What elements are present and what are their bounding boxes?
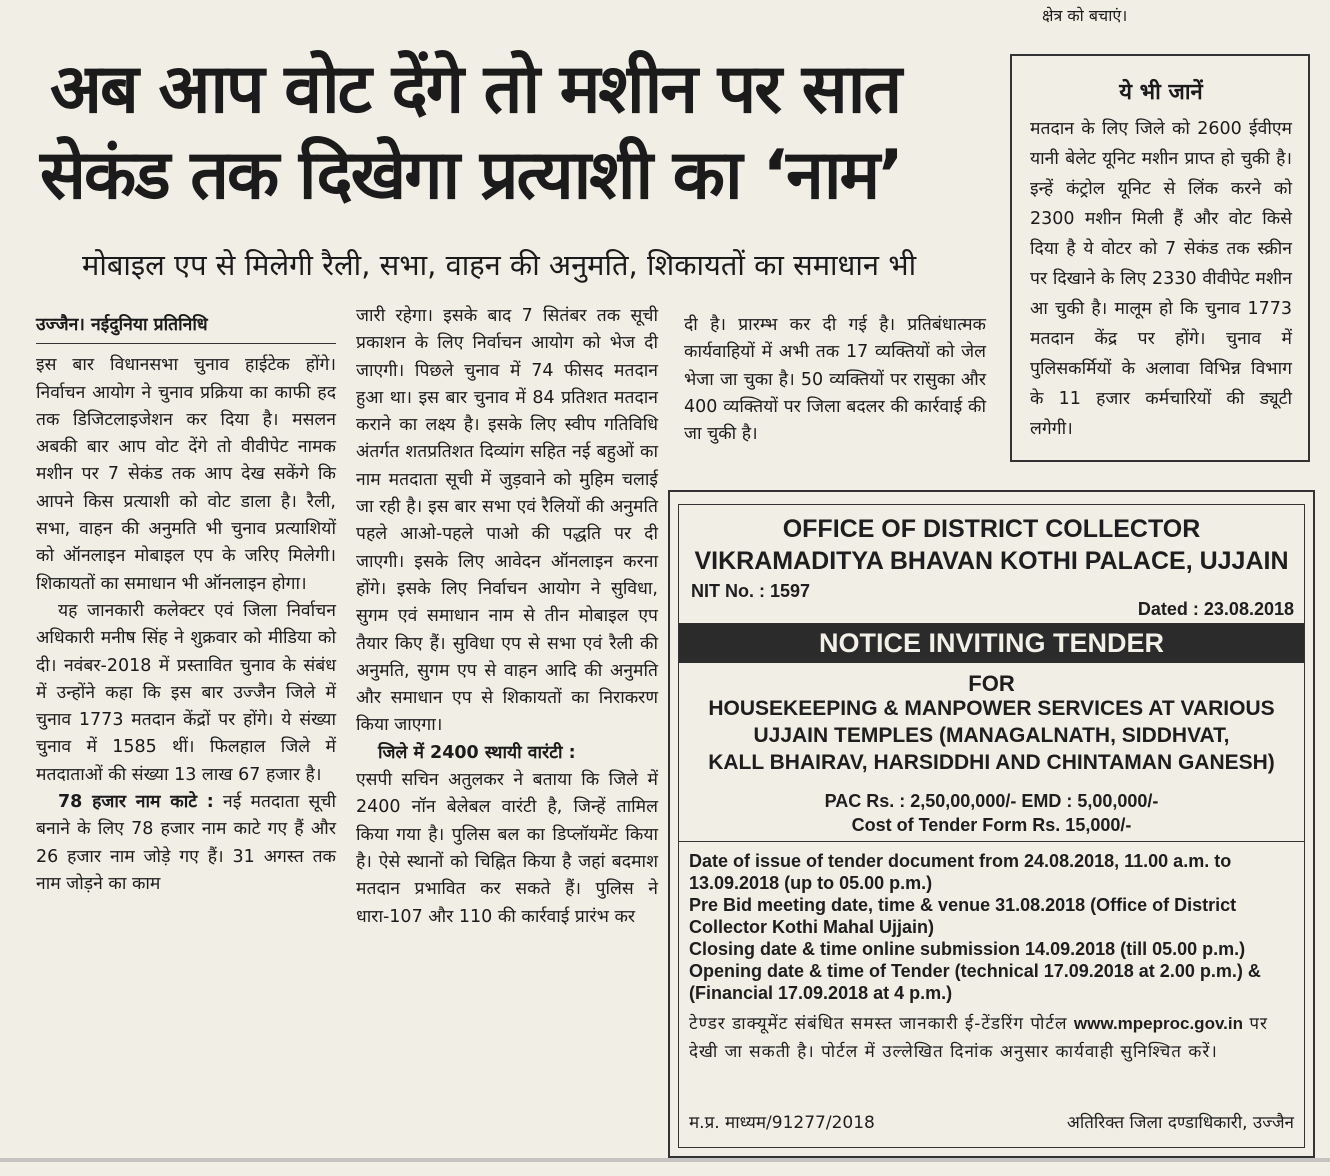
services-line: KALL BHAIRAV, HARSIDDHI AND CHINTAMAN GANESH): [708, 751, 1275, 774]
issue-dates: Date of issue of tender document from 24.08.2018, 11.00 a.m. to 13.09.2018 (up to 05.00 p.m.): [689, 851, 1232, 893]
issuing-authority: अतिरिक्त जिला दण्डाधिकारी, उज्जैन: [1066, 1113, 1294, 1133]
article-column-3: [684, 312, 986, 448]
office-address: VIKRAMADITYA BHAVAN KOTHI PALACE, UJJAIN: [694, 547, 1289, 575]
portal-text: टेण्डर डाक्यूमेंट संबंधित समस्त जानकारी ई-टेंडरिंग पोर्टल: [689, 1014, 1068, 1034]
dateline: उज्जैन। नईदुनिया प्रतिनिधि: [36, 312, 336, 344]
tender-cost-line: Cost of Tender Form Rs. 15,000/-: [851, 815, 1132, 835]
article-paragraph: इस बार विधानसभा चुनाव हाईटेक होंगे। निर्वाचन आयोग ने चुनाव प्रक्रिया का काफी हद तक डिजिटलाइजेशन कर दिया है। मसलन अबकी बार आप वोट देंगे तो वीवीपेट नामक मशीन पर 7 सेकंड तक आप देख सकेंगे कि आपने किस प्रत्याशी को वोट डाला है। रैली, सभा, वाहन की अनुमति भी चुनाव प्रत्याशियों को ऑनलाइन मोबाइल एप के जरिए मिलेगी। शिकायतों का समाधान भी ऑनलाइन होगा।: [36, 355, 336, 594]
article-column-1: [36, 312, 336, 898]
notice-banner: NOTICE INVITING TENDER: [679, 623, 1304, 663]
subheading: जिले में 2400 स्थायी वारंटी :: [378, 742, 576, 763]
release-number: म.प्र. माध्यम/91277/2018: [689, 1113, 875, 1133]
scan-edge-shadow: [0, 1158, 1330, 1162]
portal-text: पर देखी जा सकती है। पोर्टल में उल्लेखित दिनांक अनुसार कार्यवाही सुनिश्चित करें।: [689, 1014, 1268, 1062]
article-paragraph: [36, 789, 336, 898]
opening-date: Opening date & time of Tender (technical 17.09.2018 at 2.00 p.m.) & (Financial 17.09.2018 at 4 p.m.): [689, 961, 1261, 1003]
tender-dates-box: [679, 841, 1304, 1147]
portal-info: [689, 1010, 1294, 1066]
article-paragraph: जारी रहेगा। इसके बाद 7 सितंबर तक सूची प्रकाशन के लिए निर्वाचन आयोग को भेज दी जाएगी। पिछले चुनाव में 74 फीसद मतदान हुआ था। इस बार चुनाव में 84 प्रतिशत मतदान कराने का लक्ष्य है। इसके लिए स्वीप गतिविधि अंतर्गत शतप्रतिशत दिव्यांग सहित नई बहुओं का नाम मतदाता सूची में जुड़वाने को मुहिम चलाई जा रही है। इस बार सभा एवं रैलियों की अनुमति पहले आओ-पहले पाओ की पद्धति पर दी जाएगी। इसके लिए आवेदन ऑनलाइन करना होंगे। इसके लिए निर्वाचन आयोग ने सुविधा, सुगम एवं समाधान नाम से तीन मोबाइल एप तैयार किए हैं। सुविधा एप से सभा एवं रैली की अनुमति, सुगम एप से वाहन आदि की अनुमति और समाधान एप से शिकायतों का निराकरण किया जाएगा।: [356, 306, 658, 736]
info-box-title: ये भी जानें: [1119, 80, 1203, 105]
office-title: OFFICE OF DISTRICT COLLECTOR: [782, 515, 1201, 543]
notice-date: Dated : 23.08.2018: [1137, 599, 1294, 619]
subheading: 78 हजार नाम काटे :: [58, 792, 214, 813]
services-line: HOUSEKEEPING & MANPOWER SERVICES AT VARIOUS: [708, 697, 1275, 720]
subheadline: मोबाइल एप से मिलेगी रैली, सभा, वाहन की अनुमति, शिकायतों का समाधान भी: [82, 248, 917, 282]
portal-url: www.mpeproc.gov.in: [1073, 1014, 1243, 1033]
tender-notice: [668, 490, 1315, 1158]
tender-notice-inner: [678, 504, 1305, 1148]
pac-emd-line: PAC Rs. : 2,50,00,000/- EMD : 5,00,000/-: [824, 791, 1159, 811]
prebid-meeting: Pre Bid meeting date, time & venue 31.08.2018 (Office of District Collector Kothi Mahal Ujjain): [689, 895, 1237, 937]
info-sidebar-box: [1010, 54, 1310, 462]
continued-text-fragment: क्षेत्र को बचाएं।: [1042, 6, 1128, 25]
info-box-body: मतदान के लिए जिले को 2600 ईवीएम यानी बेलेट यूनिट मशीन प्राप्त हो चुकी है। इन्हें कंट्रोल यूनिट से लिंक करने को 2300 मशीन मिली हैं और वोट किसे दिया है ये वोटर को 7 सेकंड तक स्क्रीन पर दिखाने के लिए 2330 वीवीपेट मशीन आ चुकी है। मालूम हो कि चुनाव 1773 मतदान केंद्र पर होंगे। चुनाव में पुलिसकर्मियों के अलावा विभिन्न विभाग के 11 हजार कर्मचारियों की ड्यूटी लगेगी।: [1030, 119, 1292, 439]
nit-number: NIT No. : 1597: [691, 581, 811, 601]
services-line: UJJAIN TEMPLES (MANAGALNATH, SIDDHVAT,: [753, 724, 1230, 747]
headline-line-1: अब आप वोट देंगे तो मशीन पर सात: [50, 50, 901, 129]
article-paragraph: यह जानकारी कलेक्टर एवं जिला निर्वाचन अधिकारी मनीष सिंह ने शुक्रवार को मीडिया को दी। नवंबर-2018 में प्रस्तावित चुनाव के संबंध में उन्होंने कहा कि इस बार उज्जैन जिले में चुनाव 1773 मतदान केंद्रों पर होंगे। ये संख्या चुनाव में 1585 थीं। फिलहाल जिले में मतदाताओं की संख्या 13 लाख 67 हजार है।: [36, 600, 336, 785]
article-text: नई मतदाता सूची बनाने के लिए 78 हजार नाम काटे गए हैं और 26 हजार नाम जोड़े गए हैं। 31 अगस्त तक नाम जोड़ने का काम: [36, 792, 336, 894]
closing-date: Closing date & time online submission 14.09.2018 (till 05.00 p.m.): [689, 939, 1246, 959]
headline-line-2: सेकंड तक दिखेगा प्रत्याशी का ‘नाम’: [40, 136, 902, 215]
article-column-2: [356, 303, 658, 931]
article-paragraph: एसपी सचिन अतुलकर ने बताया कि जिले में 2400 नॉन बेलेबल वारंटी है, जिन्हें तामिल किया गया है। पुलिस बल का डिप्लॉयमेंट किया है। ऐसे स्थानों को चिह्नित किया है जहां बदमाश मतदान प्रभावित कर सकते हैं। पुलिस ने धारा-107 और 110 की कार्रवाई प्रारंभ कर: [356, 770, 658, 927]
article-paragraph: दी है। प्रारम्भ कर दी गई है। प्रतिबंधात्मक कार्यवाहियों में अभी तक 17 व्यक्तियों को जेल भेजा जा चुका है। 50 व्यक्तियों पर रासुका और 400 व्यक्तियों पर जिला बदलर की कार्रवाई की जा चुकी है।: [684, 315, 986, 445]
notice-for: FOR: [968, 671, 1015, 696]
